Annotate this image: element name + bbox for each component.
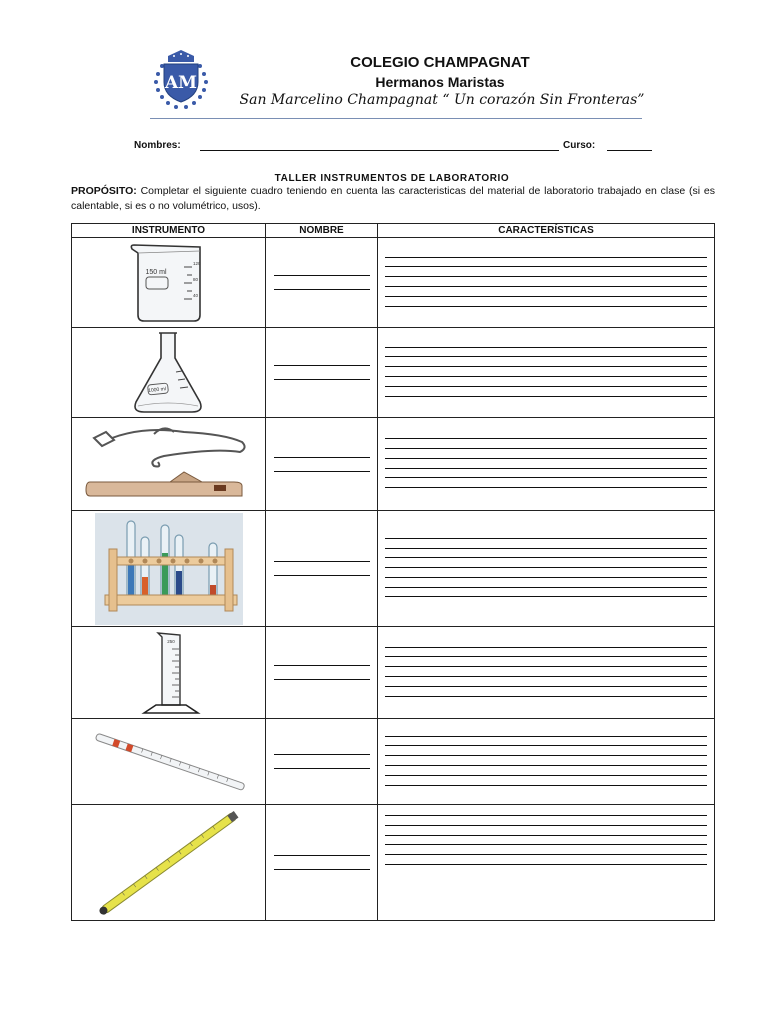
instrument-cell — [72, 511, 266, 627]
purpose-text: Completar el siguiente cuadro teniendo en cuenta las caracteristicas del material de laboratorio trabajado en clase (si es calentable, si es o no volumétrico, usos). — [71, 185, 715, 212]
instrument-cell — [72, 627, 266, 719]
table-row — [72, 511, 715, 627]
table-row — [72, 238, 715, 328]
logo-monogram: AM — [164, 73, 198, 93]
instrument-cell — [72, 418, 266, 511]
course-field[interactable] — [607, 150, 652, 151]
school-motto: San Marcelino Champagnat “ Un corazón Sin Fronteras” — [239, 92, 645, 108]
instrument-cell — [72, 238, 266, 328]
beaker-scale-40: 40 — [192, 292, 198, 298]
congregation-name: Hermanos Maristas — [375, 74, 505, 90]
beaker-volume-label: 150 ml — [144, 268, 167, 276]
flask-volume-label: 1000 ml — [147, 385, 166, 394]
names-label: Nombres: — [134, 140, 181, 151]
name-cell[interactable] — [266, 328, 378, 418]
table-header-row — [72, 224, 715, 238]
name-cell[interactable] — [266, 511, 378, 627]
school-logo — [146, 44, 216, 112]
table-row — [72, 719, 715, 805]
header-characteristics: CARACTERÍSTICAS — [378, 224, 715, 238]
characteristics-cell[interactable] — [378, 511, 715, 627]
table-row — [72, 805, 715, 921]
instrument-cell — [72, 328, 266, 418]
characteristics-cell[interactable] — [378, 627, 715, 719]
header-divider — [150, 118, 642, 119]
course-label: Curso: — [563, 140, 596, 151]
instrument-cell — [72, 719, 266, 805]
page-header — [0, 0, 768, 130]
student-info-row — [0, 140, 768, 156]
pipette-icon — [84, 721, 254, 803]
instrument-cell — [72, 805, 266, 921]
erlenmeyer-flask-icon — [124, 330, 214, 416]
name-cell[interactable] — [266, 238, 378, 328]
beaker-icon — [124, 241, 214, 325]
name-cell[interactable] — [266, 719, 378, 805]
characteristics-cell[interactable] — [378, 719, 715, 805]
name-cell[interactable] — [266, 418, 378, 511]
header-name: NOMBRE — [266, 224, 378, 238]
beaker-scale-120: 120 — [192, 260, 201, 266]
header-instrument: INSTRUMENTO — [72, 224, 266, 238]
name-cell[interactable] — [266, 805, 378, 921]
thermometer-icon — [94, 810, 244, 916]
table-row — [72, 418, 715, 511]
graduated-cylinder-icon — [134, 629, 204, 717]
name-cell[interactable] — [266, 627, 378, 719]
test-tube-rack-icon — [95, 513, 243, 625]
characteristics-cell[interactable] — [378, 418, 715, 511]
characteristics-cell[interactable] — [378, 328, 715, 418]
table-row — [72, 627, 715, 719]
school-name: COLEGIO CHAMPAGNAT — [350, 54, 530, 71]
names-field[interactable] — [200, 150, 559, 151]
cylinder-volume-label: 250 — [166, 638, 175, 644]
worksheet-title: TALLER INSTRUMENTOS DE LABORATORIO — [274, 173, 510, 184]
purpose-paragraph — [71, 184, 715, 214]
instruments-table — [71, 223, 715, 921]
characteristics-cell[interactable] — [378, 805, 715, 921]
beaker-scale-80: 80 — [192, 276, 198, 282]
purpose-label: PROPÓSITO: — [71, 185, 137, 197]
characteristics-cell[interactable] — [378, 238, 715, 328]
test-tube-holder-clamp-icon — [84, 420, 254, 508]
table-row — [72, 328, 715, 418]
